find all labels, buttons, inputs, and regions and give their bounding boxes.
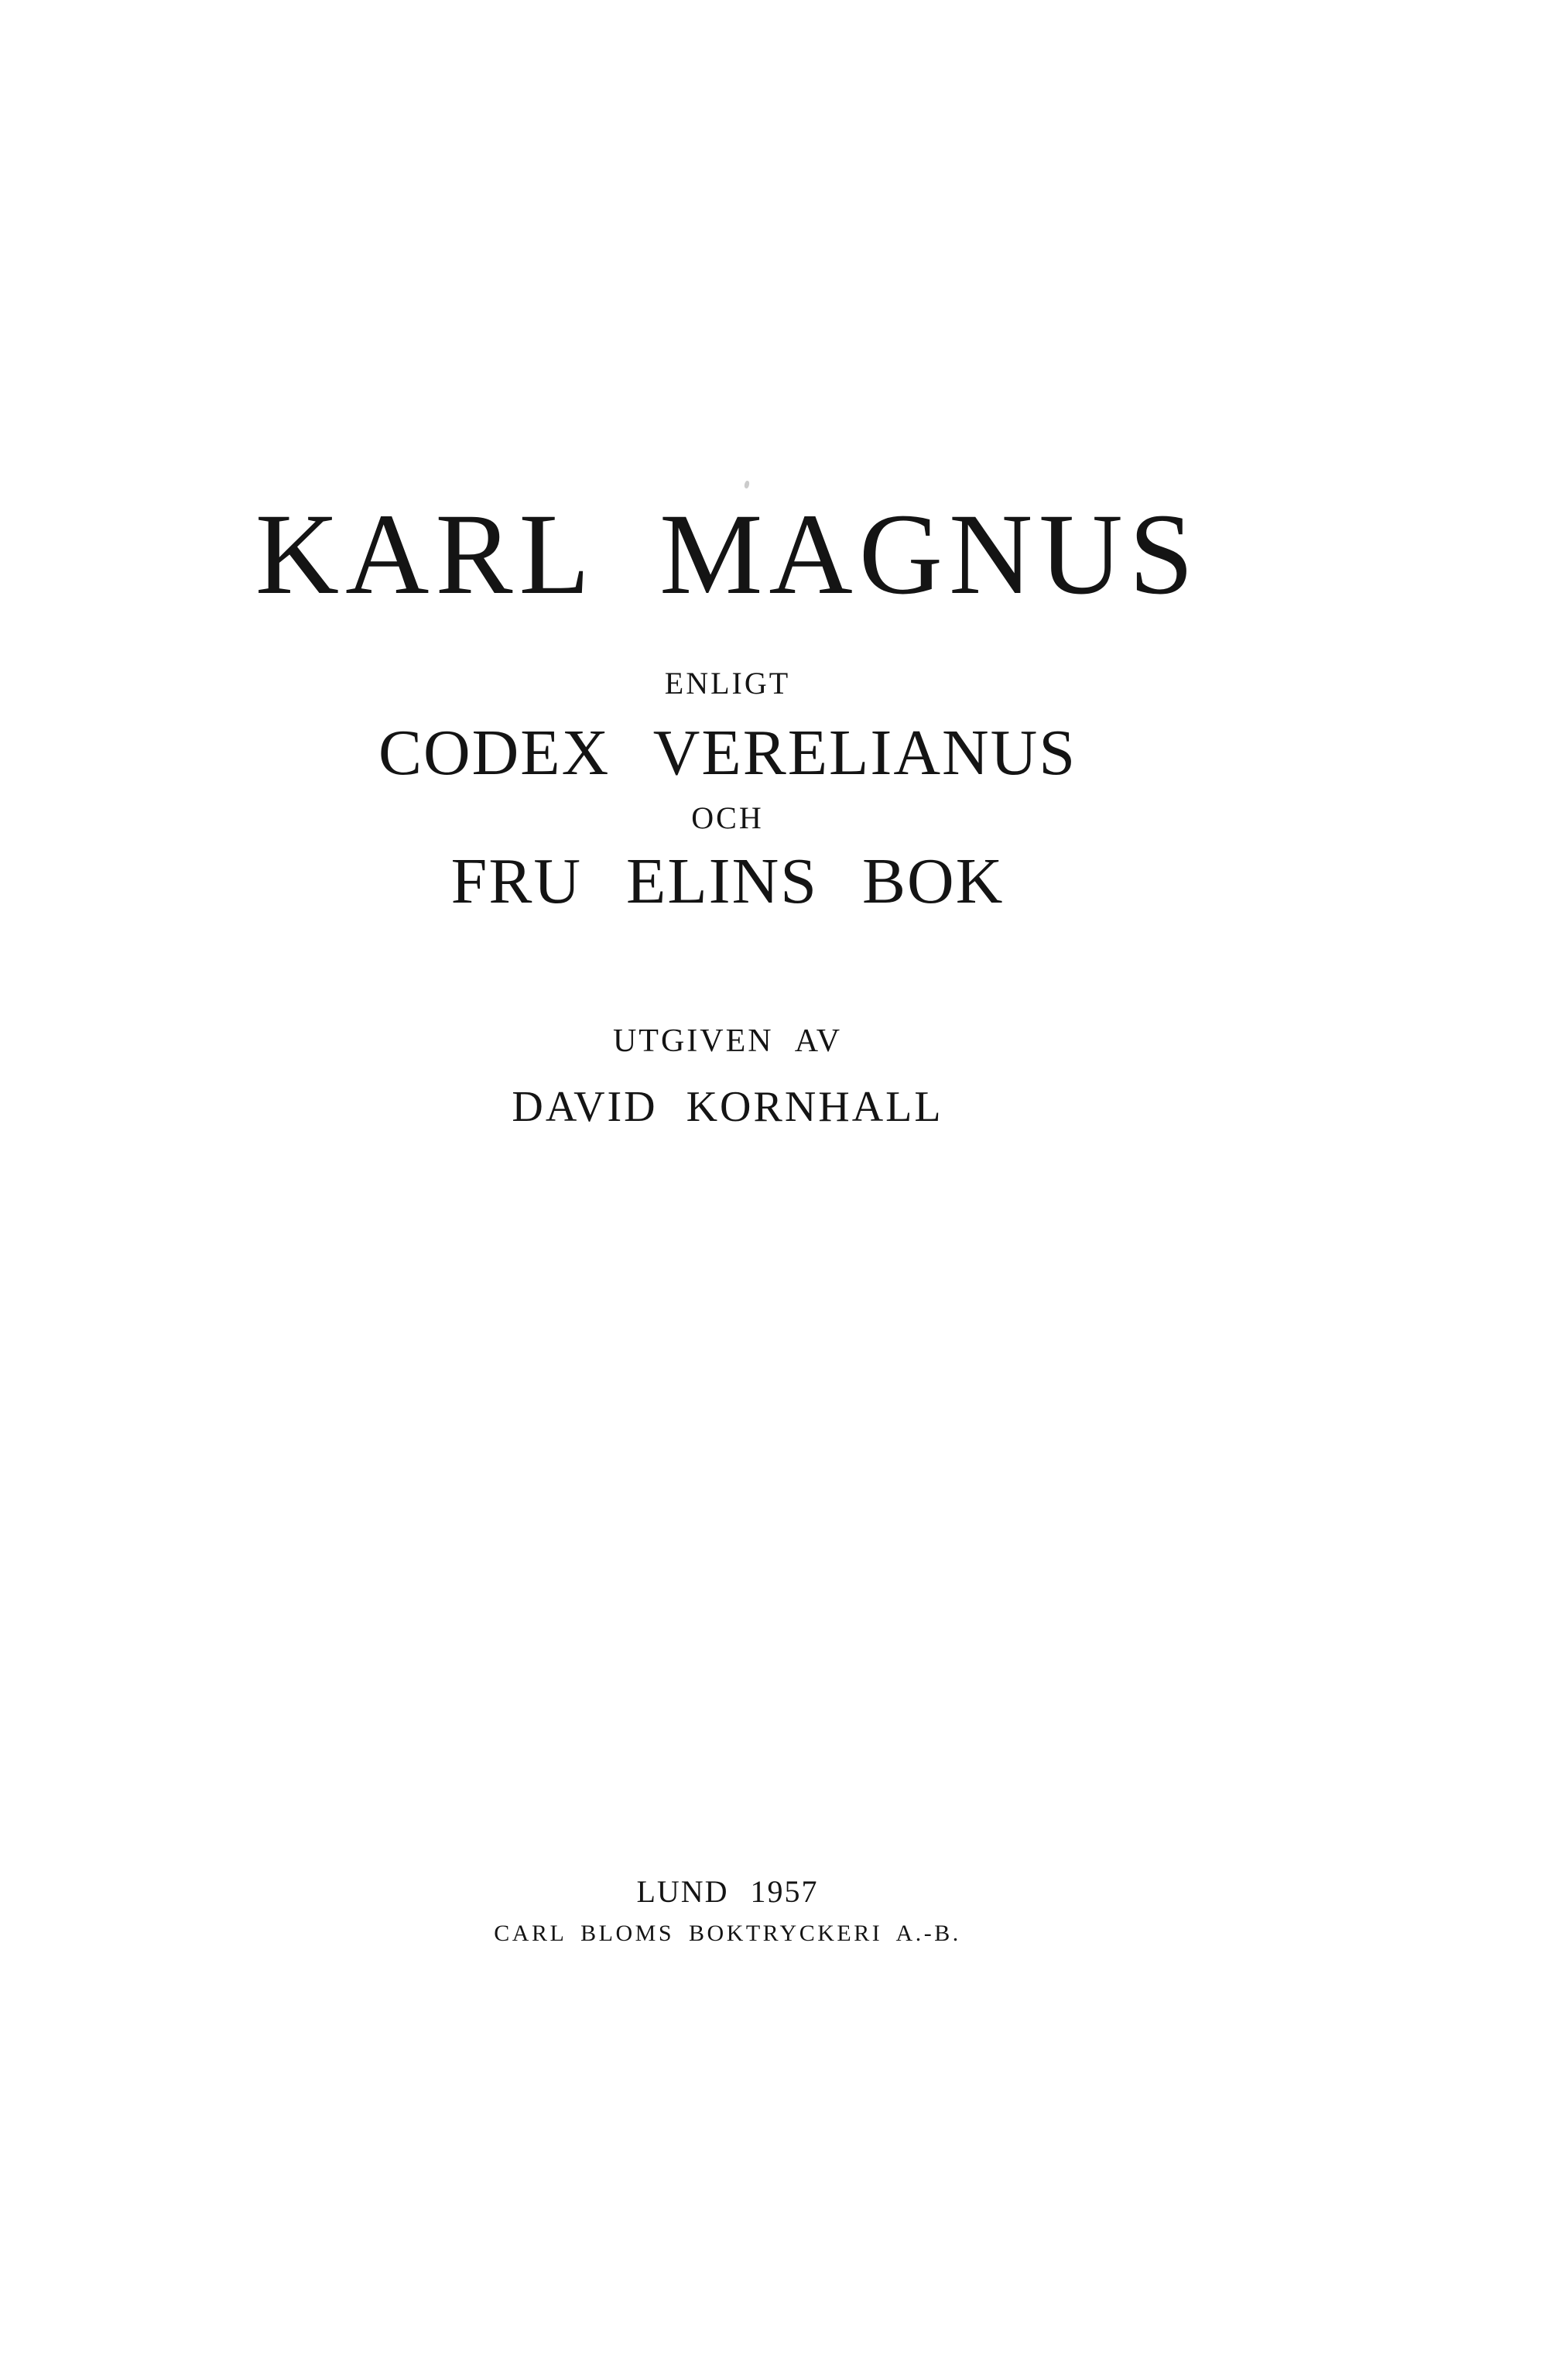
main-title: KARL MAGNUS [255,490,1200,619]
relation-word: ENLIGT [664,666,791,701]
conjunction-och: OCH [691,800,764,835]
scan-speck-artifact [744,480,750,488]
editor-name: DAVID KORNHALL [512,1083,943,1131]
editor-intro: UTGIVEN AV [612,1023,843,1059]
source-title-codex-verelianus: CODEX VERELIANUS [378,717,1077,789]
imprint-place-year: LUND 1957 [636,1874,819,1909]
source-title-fru-elins-bok: FRU ELINS BOK [450,845,1005,917]
imprint-printer: CARL BLOMS BOKTRYCKERI A.-B. [494,1921,961,1946]
